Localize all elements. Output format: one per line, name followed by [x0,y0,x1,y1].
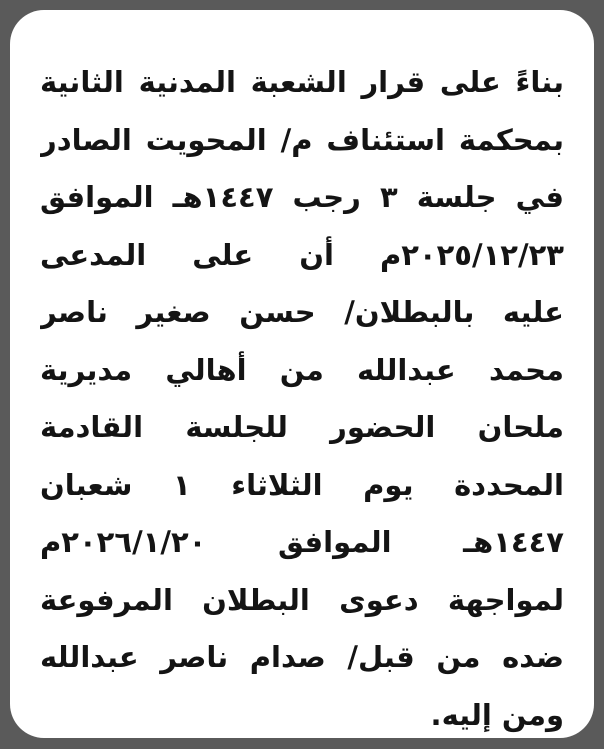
notice-line-last: ومن إليه. [430,697,564,732]
notice-card [10,10,594,738]
notice-line: ٢٠٢٥/١٢/٢٣م أن على المدعى [40,237,564,272]
notice-line: بمحكمة استئناف م/ المحويت الصادر [40,122,564,157]
notice-line: ١٤٤٧هـ الموافق ٢٠٢٦/١/٢٠م [40,525,564,559]
notice-line: بناءً على قرار الشعبة المدنية الثانية [40,65,564,99]
notice-line: عليه بالبطلان/ حسن صغير ناصر [40,295,564,329]
notice-line: محمد عبدالله من أهالي مديرية [40,352,564,387]
notice-text [40,54,564,738]
notice-line: ملحان الحضور للجلسة القادمة [40,410,564,444]
notice-line: المحددة يوم الثلاثاء ١ شعبان [40,467,564,502]
notice-line: في جلسة ٣ رجب ١٤٤٧هـ الموافق [40,180,564,214]
notice-line: ضده من قبل/ صدام ناصر عبدالله [40,640,564,674]
notice-line: لمواجهة دعوى البطلان المرفوعة [40,582,564,617]
